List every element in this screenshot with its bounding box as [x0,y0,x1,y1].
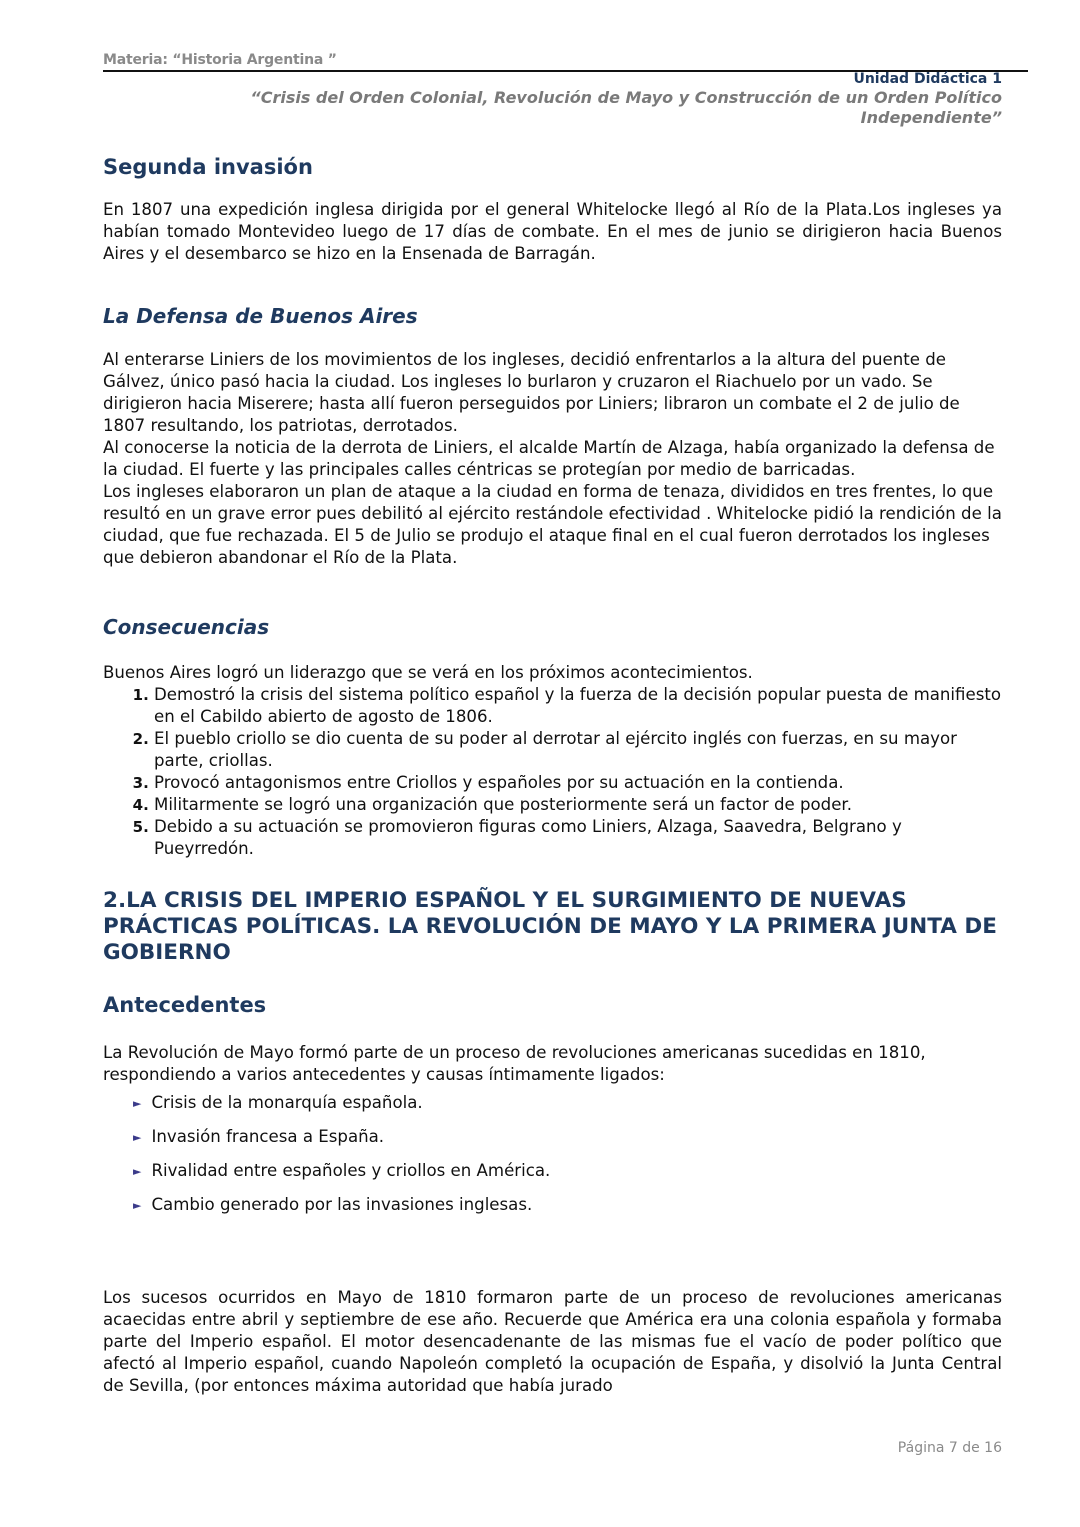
list-item: 2. El pueblo criollo se dio cuenta de su poder al derrotar al ejército inglés con fuerzas, en su mayor parte, criollas. [154,728,1002,772]
triangle-right-icon: ► [133,1165,142,1178]
list-item-text: Crisis de la monarquía española. [151,1093,423,1112]
section-consecuencias [103,615,1002,860]
section-sucesos [103,1287,1002,1397]
consequences-list [103,684,1002,860]
paragraph: Los sucesos ocurridos en Mayo de 1810 formaron parte de un proceso de revoluciones americanas acaecidas entre abril y septiembre de ese año. Recuerde que América era una colonia española y formaba parte del Imperio español. El motor desencadenante de las mismas fue el vacío de poder político que afectó al Imperio español, cuando Napoleón completó la ocupación de España, y disolvió la Junta Central de Sevilla, (por entonces máxima autoridad que había jurado [103,1288,1002,1395]
heading-consecuencias: Consecuencias [103,615,270,639]
section-defensa [103,304,1002,569]
paragraph: Buenos Aires logró un liderazgo que se verá en los próximos acontecimientos. [103,663,753,682]
paragraph: La Revolución de Mayo formó parte de un proceso de revoluciones americanas sucedidas en 1810, [103,1043,926,1062]
section-antecedentes [103,993,1002,1222]
page-number: Página 7 de 16 [897,1440,1002,1456]
heading-antecedentes: Antecedentes [103,993,267,1017]
list-item-text: Invasión francesa a España. [151,1127,385,1146]
section-2 [103,888,1002,966]
list-item [133,1188,1002,1222]
list-item: 5. Debido a su actuación se promovieron figuras como Liniers, Alzaga, Saavedra, Belgrano y Pueyrredón. [154,816,1002,860]
triangle-right-icon: ► [133,1097,142,1110]
antecedentes-list [103,1086,1002,1222]
header-subject: Materia: “Historia Argentina ” [103,52,337,68]
list-item-text: Rivalidad entre españoles y criollos en América. [151,1161,551,1180]
heading-section-2: 2.LA CRISIS DEL IMPERIO ESPAÑOL Y EL SURGIMIENTO DE NUEVAS PRÁCTICAS POLÍTICAS. LA REVOLUCIÓN DE MAYO Y LA PRIMERA JUNTA DE GOBIERNO [103,888,997,965]
section-segunda-invasion [103,155,1002,265]
list-item: 3. Provocó antagonismos entre Criollos y españoles por su actuación en la contienda. [154,772,1002,794]
paragraph: Al enterarse Liniers de los movimientos de los ingleses, decidió enfrentarlos a la altura del puente de Gálvez, único pasó hacia la ciudad. Los ingleses lo burlaron y cruzaron el Riachuelo por un vado. Se dirigieron hacia Miserere; hasta allí fueron perseguidos por Liniers; libraron un combate el 2 de julio de 1807 resultando, los patriotas, derrotados. [103,350,960,435]
triangle-right-icon: ► [133,1131,142,1144]
list-item: 1. Demostró la crisis del sistema político español y la fuerza de la decisión popular puesta de manifiesto en el Cabildo abierto de agosto de 1806. [154,684,1002,728]
list-item [133,1154,1002,1188]
header-unit: Unidad Didáctica 1 [853,71,1002,87]
paragraph: Al conocerse la noticia de la derrota de Liniers, el alcalde Martín de Alzaga, había organizado la defensa de la ciudad. El fuerte y las principales calles céntricas se protegían por medio de barricadas. [103,438,995,479]
header-unit-title: “Crisis del Orden Colonial, Revolución de Mayo y Construcción de un Orden Político Independiente” [250,88,1002,127]
heading-defensa: La Defensa de Buenos Aires [103,304,418,328]
list-item [133,1086,1002,1120]
triangle-right-icon: ► [133,1199,142,1212]
list-item [133,1120,1002,1154]
list-item-text: Cambio generado por las invasiones inglesas. [151,1195,533,1214]
heading-segunda-invasion: Segunda invasión [103,155,313,179]
paragraph: respondiendo a varios antecedentes y causas íntimamente ligados: [103,1065,665,1084]
list-item: 4. Militarmente se logró una organización que posteriormente será un factor de poder. [154,794,1002,816]
paragraph: Los ingleses elaboraron un plan de ataque a la ciudad en forma de tenaza, divididos en tres frentes, lo que resultó en un grave error pues debilitó al ejército restándole efectividad . Whitelocke pidió la rendición de la ciudad, que fue rechazada. El 5 de Julio se produjo el ataque final en el cual fueron derrotados los ingleses que debieron abandonar el Río de la Plata. [103,482,1002,567]
paragraph: En 1807 una expedición inglesa dirigida por el general Whitelocke llegó al Río de la Plata.Los ingleses ya habían tomado Montevideo luego de 17 días de combate. En el mes de junio se dirigieron hacia Buenos Aires y el desembarco se hizo en la Ensenada de Barragán. [103,200,1002,263]
